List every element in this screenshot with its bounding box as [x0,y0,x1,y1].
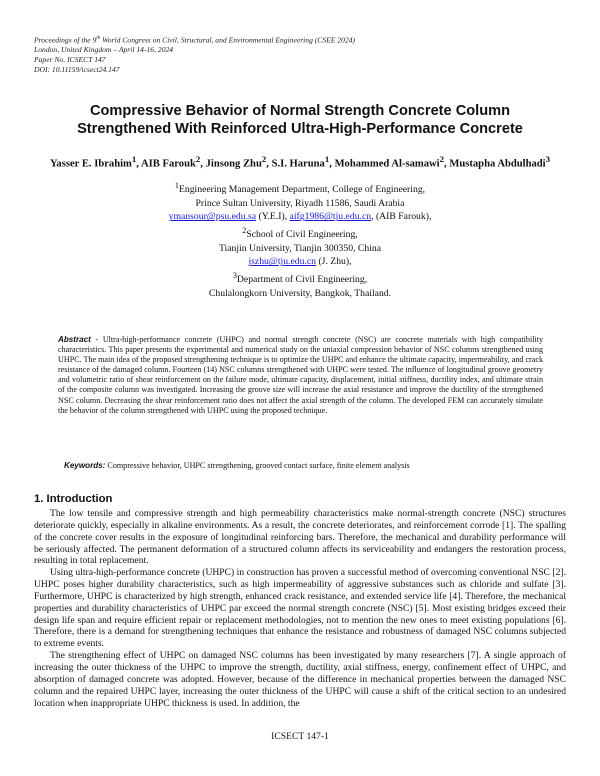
paragraph: The low tensile and compressive strength and high permeability characteristics make normal-strength concrete (NSC) structures deteriorate quickly, especially in alkaline environments. As a result, the concrete deteriorates, and reinforcement corrode [1]. The spalling of the concrete cover results in the exposure of longitudinal reinforcing bars. Therefore, the mechanical and durability performance will be seriously affected. The permanent deformation of a structured column affects its serviceability and endangers the restoration process, resulting in total replacement. [34,508,566,567]
affiliation-2-address: Tianjin University, Tianjin 300350, China [218,242,382,254]
affil-text: Engineering Management Department, College of Engineering, [178,184,426,196]
email-link[interactable]: jszhu@tju.edu.cn [248,256,317,268]
author-name: AIB Farouk [141,158,196,170]
affiliations [30,179,570,300]
author-list: Yasser E. Ibrahim$^1$, AIB Farouk$^2$, Jinsong Zhu$^2$, S.I. Haruna$^1$, Mohammed Al-samawi$^2$, Mustapha Abdulhadi$^3$ [49,154,551,170]
author-affil-sup: 2 [261,154,267,164]
abstract-label: Abstract [58,335,91,344]
author-name: S.I. Haruna [271,158,325,170]
email-note: , (AIB Farouk), [371,211,432,223]
affil-sup: 3 [232,271,237,281]
title-line-2: Strengthened With Reinforced Ultra-High-Performance Concrete [77,120,523,137]
keywords-text: Compressive behavior, UHPC strengthening, grooved contact surface, finite element analysis [105,461,410,470]
affiliation-2 [30,224,570,242]
affiliation-1-emails [30,210,570,224]
affil-text: Department of Civil Engineering, [236,274,368,286]
doi: DOI: 10.11159/icsect24.147 [34,64,120,74]
author-affil-sup: 1 [324,154,330,164]
affil-text: School of Civil Engineering, [246,229,358,241]
title-line-1: Compressive Behavior of Normal Strength Concrete Column [89,103,511,119]
paper-title [20,103,580,138]
proceedings-line: Proceedings of the 9th World Congress on Civil, Structural, and Environmental Engineering (CSEE 2024) [34,35,356,45]
author-affil-sup: 2 [195,154,201,164]
paper-number: Paper No. ICSECT 147 [34,54,106,64]
keywords-label: Keywords: [64,461,106,470]
email-note: (Y.E.I), [256,211,290,223]
page-footer: ICSECT 147-1 [271,731,329,742]
author-affil-sup: 3 [545,154,551,164]
author-name: Mustapha Abdulhadi [449,158,546,170]
proceedings-header [34,34,554,74]
author-name: Yasser E. Ibrahim [49,158,132,170]
keywords [64,461,544,471]
author-affil-sup: 1 [131,154,137,164]
abstract-text: - Ultra-high-performance concrete (UHPC) and normal strength concrete (NSC) are concrete materials with high compatibility characteristics. This paper presents the experimental and numerical study on the uniaxial compression behavior of NSC columns strengthened using UHPC. The main idea of the proposed strengthening technique is to optimize the UHPC and enhance the ultimate capacity, impermeability, and crack resistance of the damaged column. Fourteen (14) NSC columns strengthened with UHPC were tested. The influence of longitudinal groove geometry and volumetric ratio of shear reinforcement on the failure mode, ultimate capacity, displacement, initial stiffness, ductility index, and ultimate strain of the composite column was investigated. Increasing the groove size will increase the axial resistance and improve the ductility of the strengthened NSC column. Decreasing the shear reinforcement ratio does not affect the axial strength of the column. The developed FEM can accurately simulate the behavior of the column strengthened with UHPC using the proposed technique. [58,335,543,415]
email-link[interactable]: aifg1986@tju.edu.cn [289,211,372,223]
paragraph: Using ultra-high-performance concrete (UHPC) in construction has proven a successful method of overcoming conventional NSC [2]. UHPC poses higher durability characteristics, such as high impermeability of aggressive substances such as chloride and sulfate [3]. Furthermore, UHPC is characterized by high strength, enhanced crack resistance, and extended service life [4]. Therefore, the mechanical properties and durability characteristics of UHPC par exceed the normal strength concrete (NSC) [5]. Most existing bridges exceed their design life span and require efficient repair or replacement methodologies, not to mention the new ones to meet existing populations [6]. Therefore, there is a demand for strengthening techniques that enhance the resistance and robustness of damaged NSC columns subjected to extreme events. [34,567,566,650]
affil-sup: 2 [242,226,247,236]
conference-location: London, United Kingdom – April 14-16, 2024 [34,45,174,55]
abstract [58,335,543,416]
paragraph: The strengthening effect of UHPC on damaged NSC columns has been investigated by many researchers [7]. A single approach of increasing the outer thickness of the UHPC to improve the strength, ductility, axial stiffness, energy, confinement effect of UHPC, and absorption of damaged concrete was adopted. However, because of the difference in mechanical properties between the damaged NSC column and the repaired UHPC layer, increasing the outer thickness of the UHPC will cause a shift of the critical section to an undesired location when inappropriate UHPC thickness is used. In addition, the [34,650,566,709]
author-name: Mohammed Al-samawi [334,158,440,170]
email-note: (J. Zhu), [316,256,352,268]
author-name: Jinsong Zhu [205,158,262,170]
body-text [34,508,566,709]
affiliation-1 [30,179,570,197]
email-link[interactable]: ymansour@psu.edu.sa [168,211,257,223]
author-affil-sup: 2 [439,154,445,164]
section-heading: 1. Introduction [34,493,113,505]
affiliation-1-address: Prince Sultan University, Riyadh 11586, Saudi Arabia [195,197,405,209]
affiliation-2-email [30,255,570,269]
affil-sup: 1 [174,181,179,190]
affiliation-3-address: Chulalongkorn University, Bangkok, Thailand. [208,287,392,299]
affiliation-3 [30,269,570,287]
